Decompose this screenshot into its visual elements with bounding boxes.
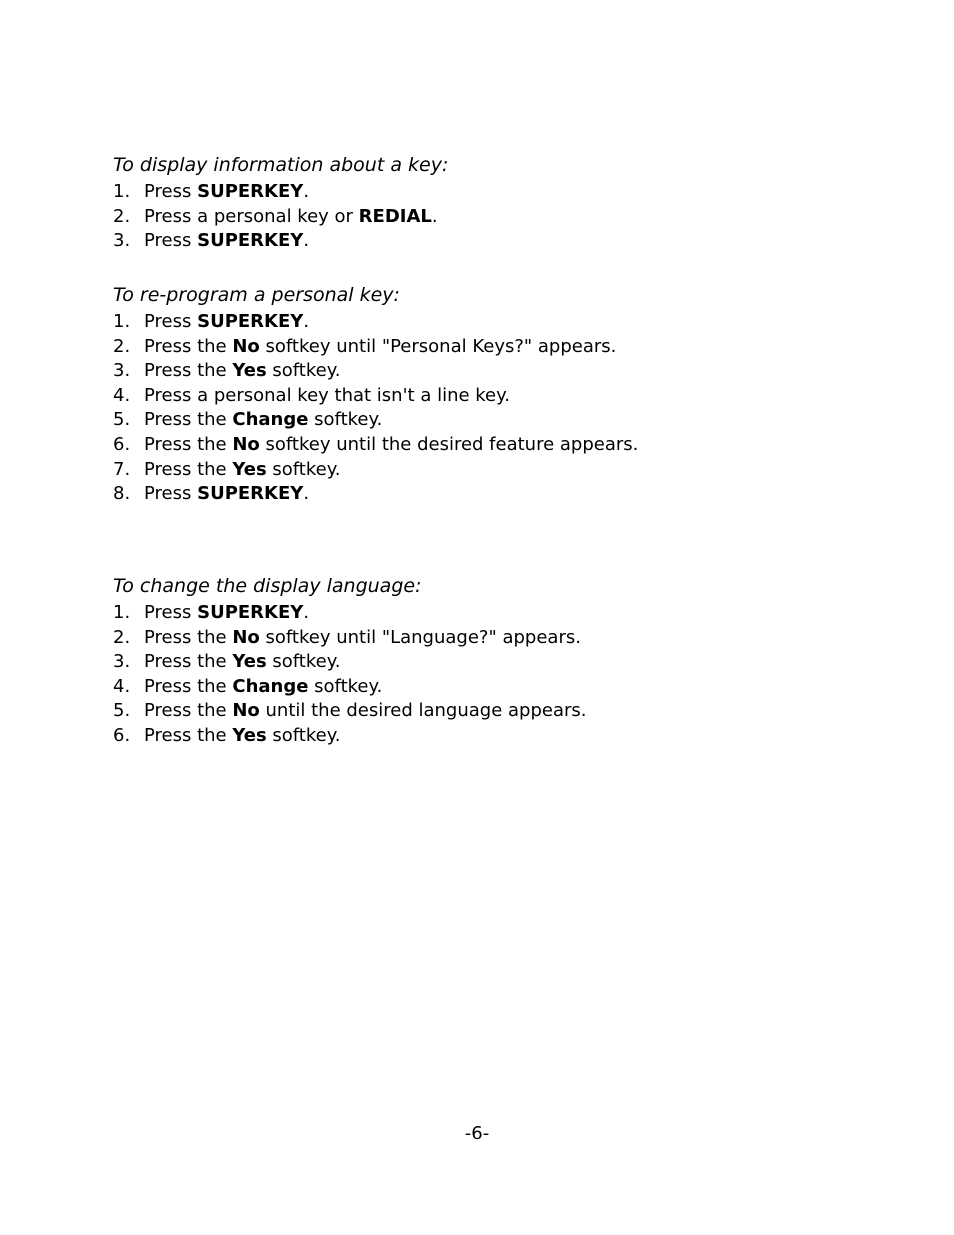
step-list <box>113 180 873 254</box>
step-text: Press the <box>144 700 233 722</box>
step-text: Press <box>144 602 198 623</box>
step-text-suffix: . <box>431 205 438 227</box>
key-name: SUPERKEY <box>197 483 304 505</box>
step-text-suffix: . <box>303 230 310 252</box>
key-name: Change <box>232 675 309 697</box>
key-name: No <box>232 700 260 722</box>
step-text: Press the <box>144 626 233 648</box>
step-number: 2. <box>113 626 131 648</box>
list-item <box>113 205 873 230</box>
list-item <box>113 626 873 651</box>
step-text: Press <box>144 230 198 252</box>
step-text: Press <box>144 311 198 332</box>
step-text-suffix: . <box>303 483 310 505</box>
step-text: Press the <box>144 724 233 746</box>
key-name: Change <box>232 409 309 431</box>
step-text-suffix: softkey until "Language?" appears. <box>259 626 581 648</box>
key-name: No <box>232 433 260 455</box>
list-item <box>113 699 873 724</box>
section-change-display-language <box>113 572 873 749</box>
key-name: Yes <box>232 724 267 746</box>
step-text: Press the <box>144 335 233 357</box>
step-text: Press <box>144 181 198 202</box>
step-number: 3. <box>113 360 131 382</box>
key-name: SUPERKEY <box>197 311 304 332</box>
list-item <box>113 482 873 507</box>
step-number: 3. <box>113 230 131 252</box>
list-item <box>113 359 873 384</box>
page-number: -6- <box>464 1123 490 1144</box>
step-list <box>113 601 873 749</box>
step-text-suffix: softkey until the desired feature appears. <box>259 433 639 455</box>
list-item <box>113 408 873 433</box>
step-number: 4. <box>113 675 131 697</box>
step-text-suffix: . <box>303 602 310 623</box>
step-number: 2. <box>113 335 131 357</box>
step-text-suffix: until the desired language appears. <box>259 700 587 722</box>
step-text: Press the <box>144 360 233 382</box>
step-text: Press the <box>144 651 233 673</box>
step-list <box>113 310 873 507</box>
step-text: Press the <box>144 675 233 697</box>
key-name: No <box>232 335 260 357</box>
step-text-suffix: softkey. <box>266 458 341 480</box>
key-name: SUPERKEY <box>197 230 304 252</box>
step-number: 1. <box>113 602 131 623</box>
list-item <box>113 458 873 483</box>
section-display-key-info <box>113 151 873 254</box>
step-text-suffix: softkey. <box>266 724 341 746</box>
key-name: REDIAL <box>358 205 432 227</box>
step-number: 6. <box>113 724 131 746</box>
step-number: 1. <box>113 311 131 332</box>
step-text-suffix: softkey. <box>308 675 383 697</box>
list-item <box>113 384 873 409</box>
section-heading: To display information about a key: <box>113 154 449 176</box>
section-heading: To re-program a personal key: <box>113 284 400 306</box>
step-text: Press the <box>144 458 233 480</box>
section-reprogram-personal-key <box>113 281 873 507</box>
key-name: No <box>232 626 260 648</box>
list-item <box>113 650 873 675</box>
list-item <box>113 675 873 700</box>
step-text: Press a personal key that isn't a line key. <box>144 384 510 406</box>
step-number: 1. <box>113 181 131 202</box>
key-name: SUPERKEY <box>197 181 304 202</box>
step-number: 2. <box>113 205 131 227</box>
step-text-suffix: . <box>303 181 310 202</box>
step-number: 5. <box>113 409 131 431</box>
step-number: 7. <box>113 458 131 480</box>
step-text: Press the <box>144 433 233 455</box>
step-text: Press <box>144 483 198 505</box>
step-text-suffix: . <box>303 311 310 332</box>
key-name: Yes <box>232 651 267 673</box>
section-heading: To change the display language: <box>113 575 422 597</box>
list-item <box>113 180 873 205</box>
list-item <box>113 433 873 458</box>
step-number: 5. <box>113 700 131 722</box>
step-number: 4. <box>113 384 131 406</box>
list-item <box>113 601 873 626</box>
step-text: Press a personal key or <box>144 205 359 227</box>
key-name: Yes <box>232 360 267 382</box>
step-text-suffix: softkey. <box>266 651 341 673</box>
step-text-suffix: softkey. <box>266 360 341 382</box>
step-text-suffix: softkey. <box>308 409 383 431</box>
step-text-suffix: softkey until "Personal Keys?" appears. <box>259 335 617 357</box>
key-name: SUPERKEY <box>197 602 304 623</box>
key-name: Yes <box>232 458 267 480</box>
list-item <box>113 229 873 254</box>
list-item <box>113 310 873 335</box>
step-number: 3. <box>113 651 131 673</box>
step-text: Press the <box>144 409 233 431</box>
list-item <box>113 724 873 749</box>
step-number: 8. <box>113 483 131 505</box>
list-item <box>113 335 873 360</box>
step-number: 6. <box>113 433 131 455</box>
